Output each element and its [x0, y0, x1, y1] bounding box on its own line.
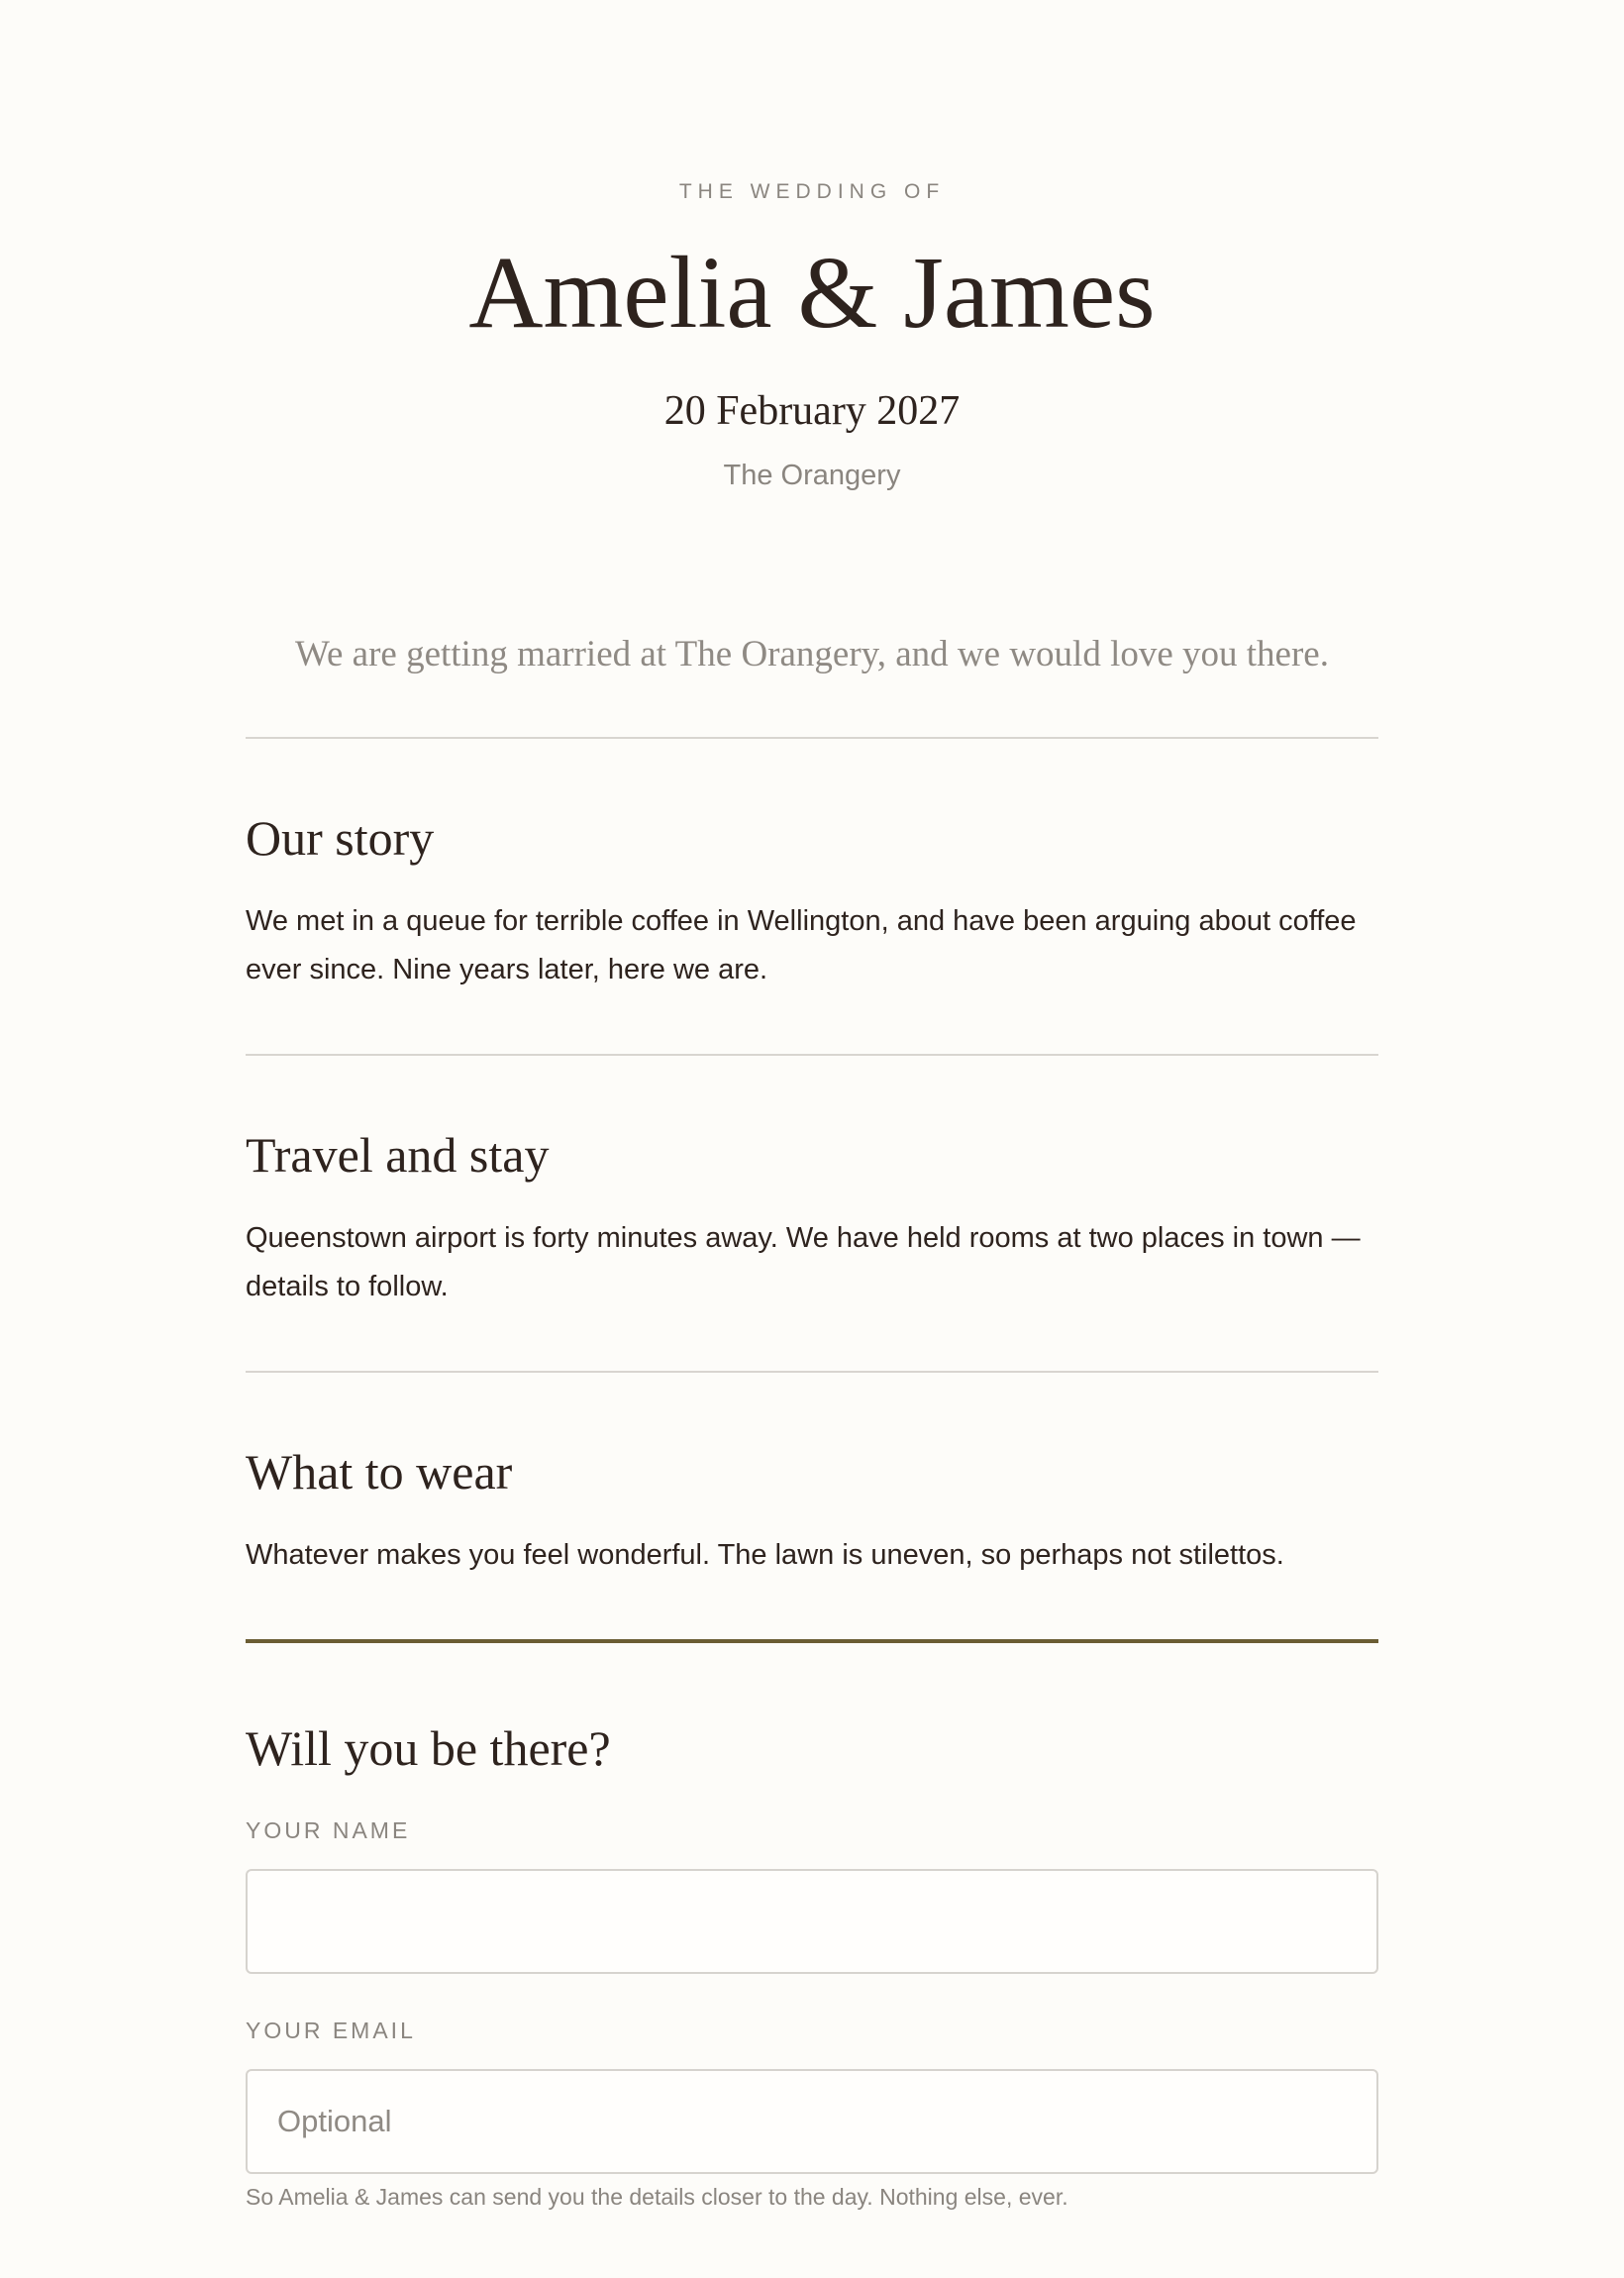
name-label: YOUR NAME	[246, 1817, 411, 1843]
section-title: Travel and stay	[246, 1127, 550, 1183]
section-our-story	[246, 739, 1378, 1054]
hero	[246, 178, 1378, 493]
section-what-to-wear	[246, 1373, 1378, 1639]
email-input[interactable]	[246, 2069, 1378, 2174]
section-title: What to wear	[246, 1444, 513, 1500]
section-body: Whatever makes you feel wonderful. The lawn is uneven, so perhaps not stilettos.	[246, 1539, 1284, 1571]
hero-eyebrow: THE WEDDING OF	[678, 180, 946, 203]
wedding-page	[246, 0, 1378, 2212]
section-travel-and-stay	[246, 1056, 1378, 1371]
section-title: Our story	[246, 810, 435, 866]
name-input[interactable]	[246, 1869, 1378, 1974]
intro-text: We are getting married at The Orangery, and we would love you there.	[295, 634, 1329, 674]
rsvp-form	[246, 1643, 1378, 2212]
venue-name: The Orangery	[723, 460, 901, 491]
rsvp-title: Will you be there?	[246, 1720, 611, 1776]
email-hint: So Amelia & James can send you the details closer to the day. Nothing else, ever.	[246, 2184, 1068, 2210]
email-label: YOUR EMAIL	[246, 2018, 416, 2043]
wedding-date: 20 February 2027	[663, 388, 961, 434]
section-body: Queenstown airport is forty minutes away. We have held rooms at two places in town — details to follow.	[246, 1222, 1361, 1302]
couple-names: Amelia & James	[468, 236, 1156, 350]
section-body: We met in a queue for terrible coffee in Wellington, and have been arguing about coffee ever since. Nine years later, here we are.	[246, 905, 1357, 985]
